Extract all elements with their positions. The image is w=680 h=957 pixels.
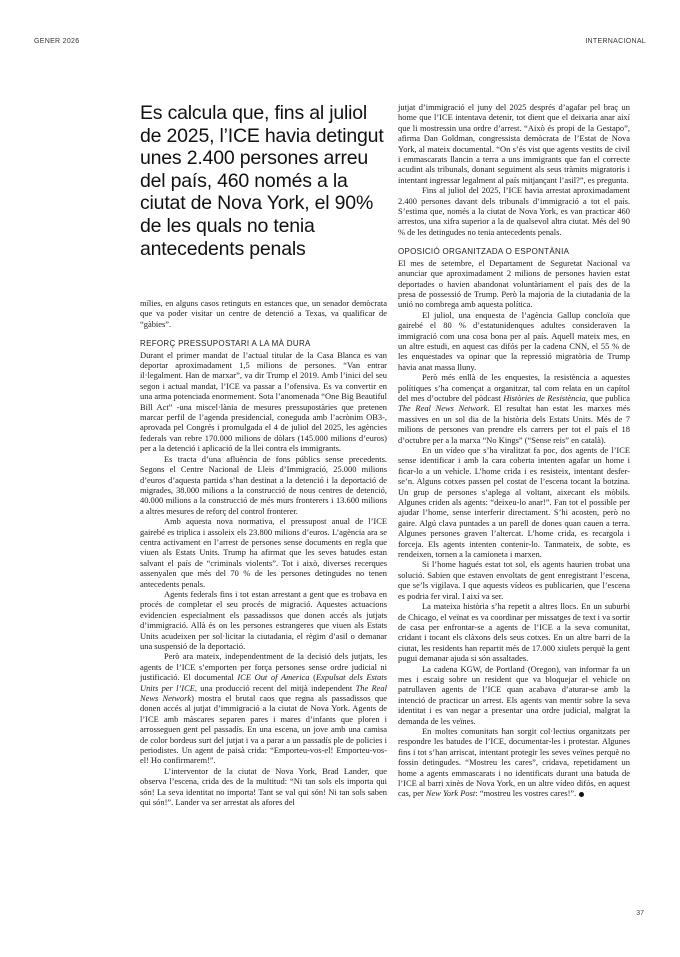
- text: En moltes comunitats han sorgit col·lectius organitzats per respondre les batudes de l’ICE, documentar-les i protestar. Algunes fins i tot s’han arriscat, intentant protegir les seves veïnes perquè no fossin detingudes. “Mostreu les cares”, cridava, repetidament un home a agents emmascarats i no identificats durant una batuda de l’ICE al barri xinès de Nova York, en un altre vídeo difós, en aquest cas, per: [398, 725, 630, 799]
- paragraph: [140, 651, 387, 765]
- article-column-left: [140, 298, 387, 808]
- text: Però ara mateix, independentment de la decisió dels jutjats, les agents de l’ICE s’emporten per força persones sense ordre judicial ni justificació. El documental: [140, 651, 387, 683]
- end-of-article-bullet-icon: [579, 792, 584, 797]
- paragraph: Es tracta d’una afluència de fons públics sense precedents. Segons el Centre Nacional de Lleis d’Immigració, 25.000 milions d’euros d’aquesta partida s’han destinat a la detenció i la deportació de migrades, 38.000 milions a la construcció de nous centres de detenció, 40.000 milions a la construcció de més murs fronterers i 13.600 milions a altres mesures de reforç del control fronterer.: [140, 453, 387, 516]
- text: , que publica: [585, 392, 630, 403]
- text: : “mostreu les vostres cares!”.: [475, 788, 577, 799]
- pull-quote: Es calcula que, fins al juliol de 2025, l’ICE havia detingut unes 2.400 persones arreu del país, 460 només a la ciutat de Nova York, el 90% de les quals no tenia antecedents penals: [140, 102, 384, 260]
- section-subhead: REFORÇ PRESSUPOSTARI A LA MÀ DURA: [140, 339, 311, 349]
- media-name: New York Post: [425, 788, 476, 799]
- running-head-date: GENER 2026: [34, 38, 80, 45]
- podcast-title: Històries de Resistència: [503, 392, 586, 403]
- paragraph: Durant el primer mandat de l’actual titular de la Casa Blanca es van deportar aproximadament 1,5 milions de persones. “Van entrar il·legalment. Han de marxar”, va dir Trump el 2019. Amb l’inici del seu segon i actual mandat, l’ICE va passar a l’ofensiva. Es va convertir en una arma potenciada enormement. Sota l’anomenada “One Big Beautiful Bill Act” -una miscel·lània de mesures pressupostàries que pretenen marcar perfil de l’agenda presidencial, coneguda amb l’acrònim OB3-, aprovada pel Congrés i promulgada el 4 de juliol del 2025, les agències federals van rebre 170.000 milions de dòlars (145.000 milions d’euros) per a la detenció i aplicació de la llei contra els immigrants.: [140, 349, 387, 454]
- documentary-title: ICE Out of America: [237, 672, 310, 683]
- paragraph: El mes de setembre, el Departament de Seguretat Nacional va anunciar que aproximadament 2 milions de persones havien estat deportades o havien abandonat voluntàriament el país des de la presa de possessió de Trump. Però la majoria de la ciutadania de la unió no combrega amb aquesta política.: [398, 257, 630, 310]
- text: , una producció recent del mitjà independent: [194, 682, 356, 693]
- article-column-right: [398, 102, 630, 799]
- paragraph: jutjat d’immigració el juny del 2025 després d’agafar pel braç un home que l’ICE intentava detenir, tot dient que el deixaria anar així que li mostressin una ordre d’arrest. “Això és propi de la Gestapo”, afirma Dan Goldman, congressista demòcrata de l’Estat de Nova York, al mateix documental. “On s’és vist que agents vestits de civil i emmascarats llancin a terra a uns immigrants que fan el correcte acudint als tribunals, donant seguiment als seus tràmits migratoris i intentant ingressar legalment al país mitjançant l’asil?”, es pregunta.: [398, 102, 630, 185]
- media-name: The Real News Network: [140, 682, 387, 704]
- paragraph: Agents federals fins i tot estan arrestant a gent que es trobava en procés de completar el seu procés de migració. Aquestes actuacions evidencien especialment els passadissos que donen accés als jutjats d’immigració. Allà és on les persones estrangeres que viuen als Estats Units acudeixen per sol·licitar la ciutadania, el règim d’asil o demanar una suspensió de la deportació.: [140, 588, 387, 651]
- section-subhead: OPOSICIÓ ORGANITZADA O ESPONTÀNIA: [398, 247, 570, 257]
- text: . El resultat han estat les marxes més massives en un sol dia de la història dels Estats Units. Més de 7 milions de persones van prendre els carrers per tot el país el 18 d’octubre per a la marxa “No Kings” (“Sense reis” en català).: [398, 403, 631, 445]
- paragraph: El juliol, una enquesta de l’agència Gallup concloïa que gairebé el 80 % d’estatunidenques adultes consideraven la immigració com una cosa bona per al país. Aquell mateix mes, en un altre estudi, en aquest cas difós per la cadena CNN, el 55 % de les enquestades va opinar que la repressió migratòria de Trump havia anat massa lluny.: [398, 309, 630, 372]
- media-name: The Real News Network: [398, 403, 488, 414]
- paragraph: En un vídeo que s’ha viralitzat fa poc, dos agents de l’ICE sense identificar i amb la cara coberta intenten agafar un home i ficar-lo a un vehicle. L’home crida i es resisteix, intentant desfer-se’n. Alguns cotxes passen pel costat de l’escena tocant la botzina. Un grup de persones s’aplega al voltant, aixecant els mòbils. Algunes criden als agents: “deixeu-lo anar!”. Fan tot el possible per ajudar l’home, sense interferir directament. S’hi acosten, però no gaire. Algú clava puntades a un parell de dones quan cauen a terra. Algunes persones graven l’altercat. L’home crida, es recargola i forceja. Els agents intenten contenir-lo. Tanmateix, de sobte, es rendeixen, tornen a la camioneta i marxen.: [398, 445, 630, 560]
- paragraph: Si l’home hagués estat tot sol, els agents haurien trobat una solució. Sabien que estaven envoltats de gent enregistrant l’escena, que se’ls vigilava. I que aquests vídeos es publicarien, que l’escena es podria fer viral. I així va ser.: [398, 559, 630, 601]
- text: (: [309, 672, 316, 683]
- paragraph: La mateixa història s’ha repetit a altres llocs. En un suburbi de Chicago, el veïnat es va coordinar per missatges de text i va sortir de casa per enfrontar-se a agents de l’ICE a la seva comunitat, cridant i tocant els clàxons dels seus cotxes. En un altre barri de la ciutat, les residents han repartit més de 17.000 xiulets perquè la gent pugui demanar ajuda si són assaltades.: [398, 601, 630, 664]
- page-number: 37: [636, 910, 644, 917]
- paragraph: Amb aquesta nova normativa, el pressupost anual de l’ICE gairebé es triplica i assoleix els 23.800 milions d’euros. L’agència ara se centra activament en l’arrest de persones sense documents en regla que viuen als Estats Units. Trump ha afirmat que les seves batudes estan salvant el país de “criminals violents”. Tot i això, diverses recerques assenyalen que més del 70 % de les persones detingudes no tenen antecedents penals.: [140, 516, 387, 589]
- running-head-section: INTERNACIONAL: [585, 38, 646, 45]
- documentary-subtitle: Expulsat dels Estats Units per l’ICE: [140, 672, 388, 693]
- paragraph: La cadena KGW, de Portland (Oregon), van informar fa un mes i escaig sobre un resident que va bloquejar el vehicle on patrullaven agents de l’ICE quan acabava d’aturar-se amb la intenció de practicar un arrest. Els agents van mentir sobre la seva identitat i es van negar a presentar una ordre judicial, malgrat la demanda de les veïnes.: [398, 663, 630, 726]
- text: ) mostra el brutal caos que regna als passadissos que donen accés al jutjat d’immigració a la ciutat de Nova York. Agents de l’ICE amb màscares separen pares i mares d’infants que ploren i arrosseguen gent pel passadís. En una escena, un jove amb una camisa de color bordeus surt del jutjat i va a parar a un passadís ple de policies i periodistes. Un agent de paisà crida: “Emporteu-vos-el! Emporteu-vos-el! Ho confirmarem!”.: [140, 693, 387, 766]
- paragraph: Fins al juliol del 2025, l’ICE havia arrestat aproximadament 2.400 persones davant dels tribunals d’immigració a tot el país. S’estima que, només a la ciutat de Nova York, es van practicar 460 arrestos, una xifra superior a la de qualsevol altra ciutat. Més del 90 % de les detingudes no tenia antecedents penals.: [398, 185, 630, 237]
- paragraph: L’interventor de la ciutat de Nova York, Brad Lander, que observa l’escena, crida des de la multitud: “Ni tan sols els importa qui són! La seva identitat no importa! Tant se val qui són! Ni tan sols saben qui són!”. Lander va ser arrestat als afores del: [140, 765, 387, 808]
- paragraph: mílies, en alguns casos retinguts en estances que, un senador demòcrata que va poder visitar un centre de detenció a Texas, va qualificar de “gàbies”.: [140, 298, 387, 329]
- paragraph: [398, 372, 630, 445]
- paragraph: [398, 726, 630, 799]
- text: Però més enllà de les enquestes, la resistència a aquestes polítiques s’ha començat a organitzar, tal com relata en un capítol del mes d’octubre del pòdcast: [398, 372, 630, 403]
